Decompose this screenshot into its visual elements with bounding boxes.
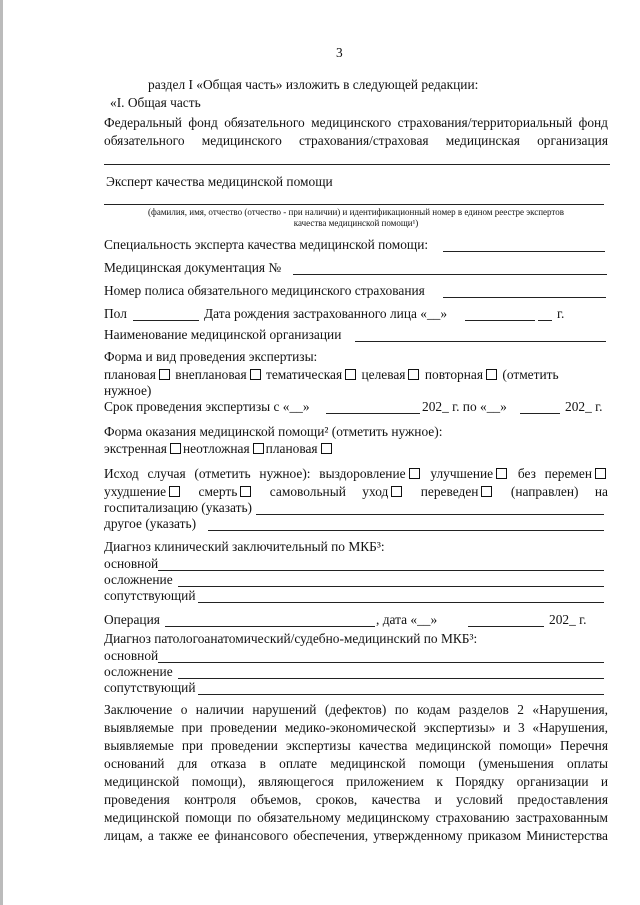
checkbox-no-change[interactable]: [595, 468, 606, 479]
clinical-concomitant-label: сопутствующий: [104, 588, 196, 603]
option-targeted: целевая: [361, 367, 406, 382]
checkbox-routine[interactable]: [321, 443, 332, 454]
form-options-row: [104, 367, 559, 383]
form-note: (отметить: [502, 367, 559, 382]
hospitalization-blank[interactable]: [256, 514, 604, 515]
form-label: Форма и вид проведения экспертизы:: [104, 349, 318, 364]
period-end: 202_ г.: [565, 399, 603, 414]
outcome-line-2: ухудшение смерть самовольный уход переведен (направлен) на: [104, 484, 609, 499]
patho-complication-blank[interactable]: [178, 678, 604, 679]
conclusion-line-7: медицинской помощи по обязательному медицинскому страхованию застрахованным: [104, 810, 608, 825]
patho-complication-label: осложнение: [104, 664, 173, 679]
scan-edge: [0, 0, 3, 905]
expert-note-2: качества медицинской помощи¹): [293, 218, 419, 228]
outcome-line-1: Исход случая (отметить нужное): выздоровление улучшение без перемен: [104, 466, 608, 482]
specialty-label: Специальность эксперта качества медицинской помощи:: [104, 237, 429, 252]
patho-concomitant-blank[interactable]: [198, 694, 604, 695]
option-unplanned: внеплановая: [175, 367, 247, 382]
operation-blank[interactable]: [165, 626, 375, 627]
page-number: 3: [336, 45, 343, 60]
policy-label: Номер полиса обязательного медицинского страхования: [104, 283, 425, 298]
operation-date-blank[interactable]: [468, 626, 544, 627]
clinical-complication-blank[interactable]: [178, 586, 604, 587]
sex-label: Пол: [104, 306, 127, 321]
checkbox-thematic[interactable]: [345, 369, 356, 380]
outcome-other: другое (указать): [104, 516, 197, 531]
clinical-concomitant-blank[interactable]: [198, 602, 604, 603]
checkbox-self-discharge[interactable]: [391, 486, 402, 497]
clinical-complication-label: осложнение: [104, 572, 173, 587]
other-blank[interactable]: [208, 530, 604, 531]
patho-concomitant-label: сопутствующий: [104, 680, 196, 695]
option-emergency: экстренная: [104, 441, 167, 456]
conclusion-line-1: Заключение о наличии нарушений (дефектов) по кодам разделов 2 «Нарушения,: [104, 702, 608, 717]
option-routine: плановая: [265, 441, 318, 456]
checkbox-transferred[interactable]: [481, 486, 492, 497]
conclusion-line-4: оснований для отказа в оплате медицинской помощи (уменьшения оплаты: [104, 756, 608, 771]
option-urgent: неотложная: [182, 441, 250, 456]
period-end-blank[interactable]: [520, 413, 560, 414]
clinical-main-label: основной: [104, 556, 159, 571]
intro-text: раздел I «Общая часть» изложить в следующей редакции:: [148, 77, 479, 92]
period-mid: 202_ г. по «__»: [422, 399, 507, 414]
fund-blank[interactable]: [104, 164, 610, 165]
birth-year-blank[interactable]: [538, 320, 552, 321]
patho-main-label: основной: [104, 648, 159, 663]
care-form-label: Форма оказания медицинской помощи² (отметить нужное):: [104, 424, 443, 439]
specialty-blank[interactable]: [443, 251, 605, 252]
clinical-diag-label: Диагноз клинический заключительный по МКБ³:: [104, 539, 385, 554]
conclusion-line-3: выявляемые при проведении экспертизы качества медицинской помощи» Перечня: [104, 738, 608, 753]
patho-main-blank[interactable]: [158, 662, 604, 663]
option-repeat: повторная: [424, 367, 484, 382]
expert-label: Эксперт качества медицинской помощи: [106, 174, 333, 189]
period-label: Срок проведения экспертизы с «__»: [104, 399, 310, 414]
checkbox-planned[interactable]: [159, 369, 170, 380]
checkbox-targeted[interactable]: [408, 369, 419, 380]
birth-month-blank[interactable]: [465, 320, 535, 321]
fund-line-2: обязательного медицинского страхования/страховая медицинская организация: [104, 133, 608, 148]
checkbox-emergency[interactable]: [170, 443, 181, 454]
expert-blank[interactable]: [104, 204, 604, 205]
fund-line-1: Федеральный фонд обязательного медицинского страхования/территориальный фонд: [104, 115, 608, 130]
section-title: «I. Общая часть: [110, 95, 201, 110]
sex-blank[interactable]: [133, 320, 199, 321]
form-note-2: нужное): [104, 383, 152, 398]
expert-note-1: (фамилия, имя, отчество (отчество - при наличии) и идентификационный номер в едином реестре экспертов: [148, 207, 564, 217]
med-docs-blank[interactable]: [293, 274, 607, 275]
birth-label: Дата рождения застрахованного лица «__»: [204, 306, 448, 321]
checkbox-repeat[interactable]: [486, 369, 497, 380]
option-thematic: тематическая: [265, 367, 343, 382]
operation-year: 202_ г.: [549, 612, 587, 627]
conclusion-line-6: проведения контроля объемов, сроков, качества и условий предоставления: [104, 792, 608, 807]
period-start-blank[interactable]: [326, 413, 420, 414]
outcome-hospitalization: госпитализацию (указать): [104, 500, 253, 515]
clinical-main-blank[interactable]: [158, 570, 604, 571]
option-planned: плановая: [104, 367, 156, 382]
checkbox-urgent[interactable]: [253, 443, 264, 454]
operation-label: Операция: [104, 612, 160, 627]
checkbox-unplanned[interactable]: [250, 369, 261, 380]
patho-diag-label: Диагноз патологоанатомический/судебно-медицинский по МКБ³:: [104, 631, 478, 646]
conclusion-line-2: выявляемые при проведении медико-экономической экспертизы» и 3 «Нарушения,: [104, 720, 608, 735]
birth-year-suffix: г.: [557, 306, 565, 321]
conclusion-line-5: медицинской помощи), являющегося приложением к Порядку организации и: [104, 774, 608, 789]
care-options-row: [104, 441, 334, 457]
checkbox-death[interactable]: [240, 486, 251, 497]
policy-blank[interactable]: [443, 297, 606, 298]
operation-date-label: , дата «__»: [376, 612, 438, 627]
conclusion-line-8: лицам, а также ее финансового обеспечения, утвержденному приказом Министерства: [104, 828, 608, 843]
med-docs-label: Медицинская документация №: [104, 260, 282, 275]
org-blank[interactable]: [355, 341, 606, 342]
checkbox-recovery[interactable]: [409, 468, 420, 479]
checkbox-improvement[interactable]: [496, 468, 507, 479]
checkbox-worsening[interactable]: [169, 486, 180, 497]
org-label: Наименование медицинской организации: [104, 327, 342, 342]
